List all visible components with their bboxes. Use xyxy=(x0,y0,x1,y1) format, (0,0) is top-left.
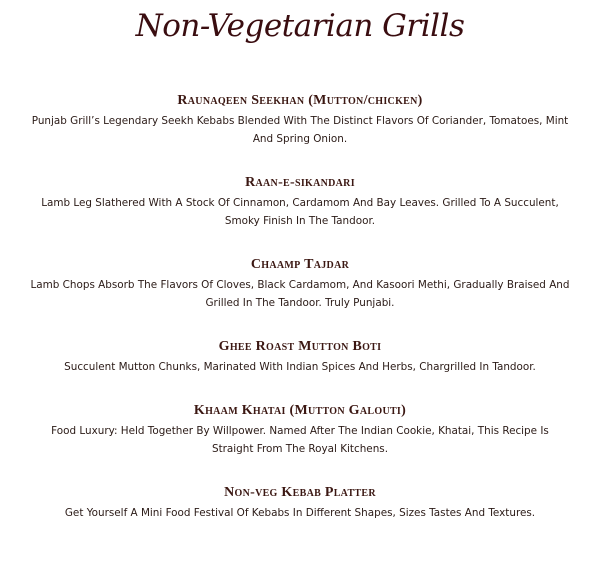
item-description: Lamb Leg Slathered With A Stock Of Cinnamon, Cardamom And Bay Leaves. Grilled To A Succulent, Smoky Finish In The Tandoor. xyxy=(41,197,559,227)
menu-item xyxy=(0,171,600,230)
item-name: Ghee Roast Mutton Boti xyxy=(218,339,382,354)
menu-item xyxy=(0,399,600,458)
menu-item xyxy=(0,89,600,148)
item-name: Non-veg Kebab Platter xyxy=(224,485,376,500)
item-name: Khaam Khatai (Mutton Galouti) xyxy=(193,403,407,418)
item-description: Food Luxury: Held Together By Willpower. Named After The Indian Cookie, Khatai, This Recipe Is Straight From The Royal Kitchens. xyxy=(51,425,549,455)
item-name: Chaamp Tajdar xyxy=(250,257,350,272)
item-name: Raunaqeen Seekhan (Mutton/chicken) xyxy=(177,93,423,108)
item-description: Succulent Mutton Chunks, Marinated With Indian Spices And Herbs, Chargrilled In Tandoor. xyxy=(64,361,536,373)
page-title: Non-Vegetarian Grills xyxy=(135,8,465,44)
menu-list xyxy=(0,89,600,545)
item-name: Raan-e-sikandari xyxy=(245,175,355,190)
menu-item xyxy=(0,335,600,376)
item-description: Get Yourself A Mini Food Festival Of Kebabs In Different Shapes, Sizes Tastes And Textures. xyxy=(64,507,536,519)
item-description: Punjab Grill’s Legendary Seekh Kebabs Blended With The Distinct Flavors Of Coriander, Tomatoes, Mint And Spring Onion. xyxy=(31,115,569,145)
item-description: Lamb Chops Absorb The Flavors Of Cloves, Black Cardamom, And Kasoori Methi, Gradually Braised And Grilled In The Tandoor. Truly Punjabi. xyxy=(30,279,570,309)
menu-item xyxy=(0,253,600,312)
menu-item xyxy=(0,481,600,522)
